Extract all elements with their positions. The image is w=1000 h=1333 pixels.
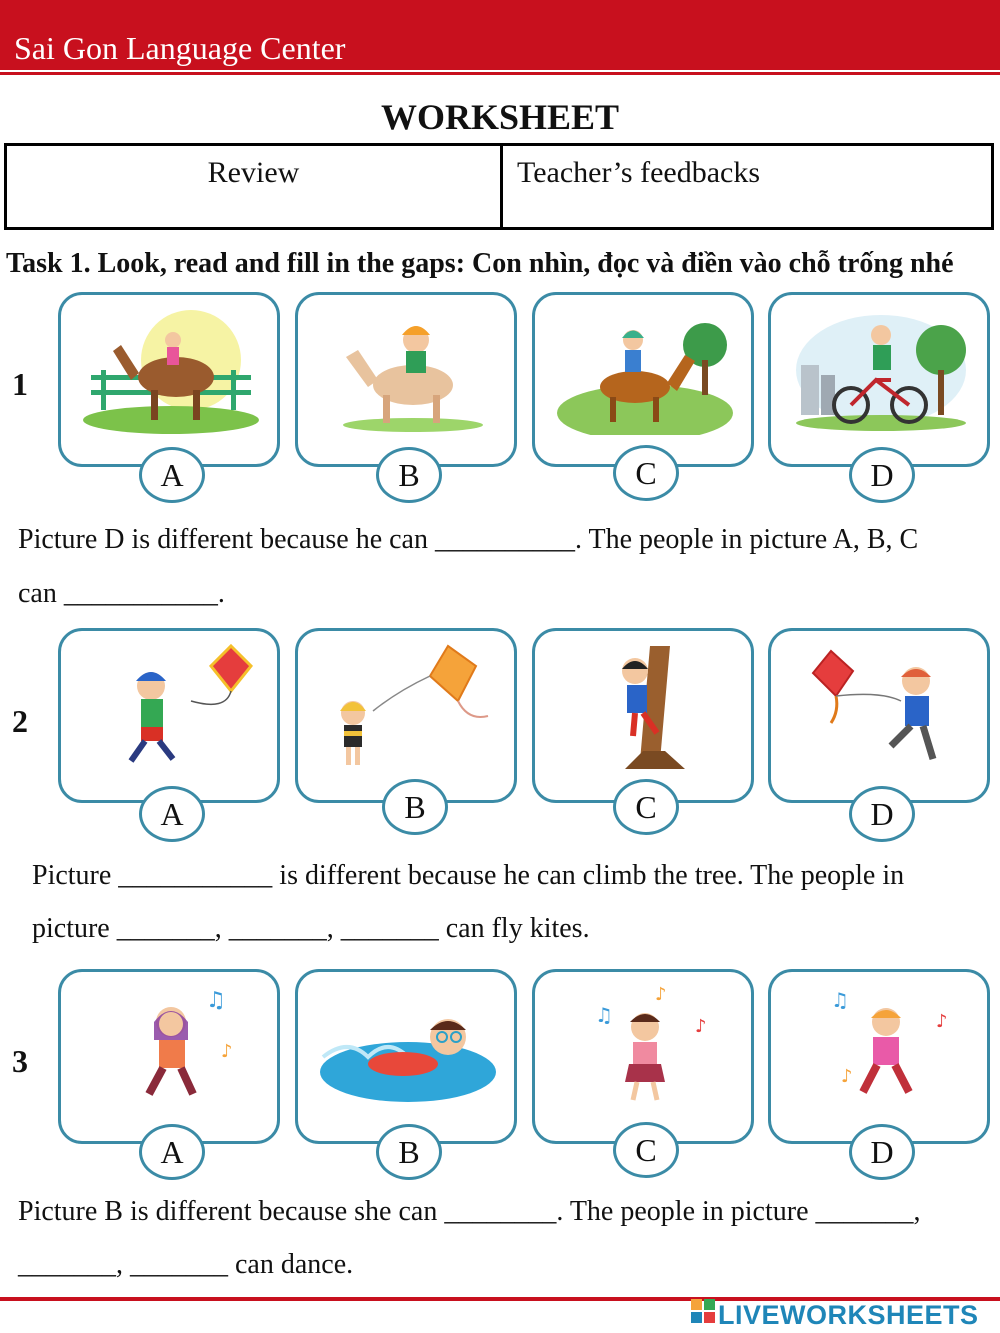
boy-climbing-tree-icon	[555, 641, 735, 771]
option-label[interactable]: D	[849, 447, 915, 503]
svg-text:♫: ♫	[831, 988, 849, 1012]
option-label[interactable]: B	[382, 779, 448, 835]
svg-text:♪: ♪	[695, 1016, 707, 1037]
question-number: 1	[12, 366, 28, 402]
picture-card-1a	[58, 292, 280, 493]
svg-text:♫: ♫	[595, 1003, 613, 1027]
boy-flying-kite-icon	[791, 641, 971, 771]
girl-dancing-icon	[555, 982, 735, 1112]
option-label[interactable]: A	[139, 1124, 205, 1180]
picture-card-3a	[58, 969, 280, 1170]
girl-riding-horse-icon	[81, 305, 261, 435]
option-label[interactable]: A	[139, 447, 205, 503]
boy-flying-kite-icon	[81, 641, 261, 771]
girl-dancing-icon	[81, 982, 261, 1112]
option-label[interactable]: C	[613, 1122, 679, 1178]
picture-card-1d	[768, 292, 990, 493]
task-instruction: Task 1. Look, read and fill in the gaps: Con nhìn, đọc và điền vào chỗ trống nhé	[6, 248, 954, 279]
liveworksheets-mark-icon	[690, 1298, 716, 1324]
worksheet-title: WORKSHEET	[380, 97, 620, 137]
header-divider	[0, 72, 1000, 75]
question-sentence: Picture ___________ is different because he can climb the tree. The people in	[32, 860, 905, 891]
question-sentence: _______, _______ can dance.	[18, 1249, 354, 1280]
girl-riding-pony-icon	[318, 305, 498, 435]
option-label[interactable]: B	[376, 1124, 442, 1180]
girl-swimming-icon	[318, 982, 498, 1112]
picture-card-2c	[532, 628, 754, 825]
review-table	[4, 143, 994, 230]
question-number: 2	[12, 703, 28, 739]
option-label[interactable]: B	[376, 447, 442, 503]
option-label[interactable]: D	[849, 1124, 915, 1180]
picture-card-2b	[295, 628, 517, 825]
question-sentence: Picture B is different because she can ________. The people in picture _______,	[18, 1196, 921, 1227]
boy-riding-horse-icon	[555, 305, 735, 435]
teacher-feedback-cell: Teacher’s feedbacks	[517, 156, 761, 189]
picture-card-3c	[532, 969, 754, 1168]
picture-card-1b	[295, 292, 517, 493]
question-sentence: Picture D is different because he can __________. The people in picture A, B, C	[18, 524, 919, 555]
man-riding-bike-icon	[791, 305, 971, 435]
question-number: 3	[12, 1043, 28, 1079]
option-label[interactable]: A	[139, 786, 205, 842]
svg-text:♪: ♪	[936, 1011, 948, 1032]
liveworksheets-logo-text: LIVEWORKSHEETS	[718, 1300, 979, 1330]
girl-flying-kite-icon	[318, 641, 498, 771]
picture-card-1c	[532, 292, 754, 491]
center-name: Sai Gon Language Center	[14, 30, 346, 66]
option-label[interactable]: C	[613, 779, 679, 835]
option-label[interactable]: C	[613, 445, 679, 501]
header-bar	[0, 0, 1000, 70]
question-sentence: picture _______, _______, _______ can fly kites.	[32, 913, 590, 944]
svg-text:♪: ♪	[841, 1066, 853, 1087]
question-sentence: can ___________.	[18, 578, 225, 609]
option-label[interactable]: D	[849, 786, 915, 842]
svg-text:♫: ♫	[206, 988, 226, 1013]
picture-card-2a	[58, 628, 280, 832]
svg-text:♪: ♪	[221, 1041, 233, 1062]
picture-card-3b	[295, 969, 517, 1170]
picture-card-3d	[768, 969, 990, 1170]
picture-card-2d	[768, 628, 990, 832]
svg-text:♪: ♪	[655, 984, 667, 1005]
girl-dancing-icon	[791, 982, 971, 1112]
review-cell: Review	[7, 146, 503, 227]
